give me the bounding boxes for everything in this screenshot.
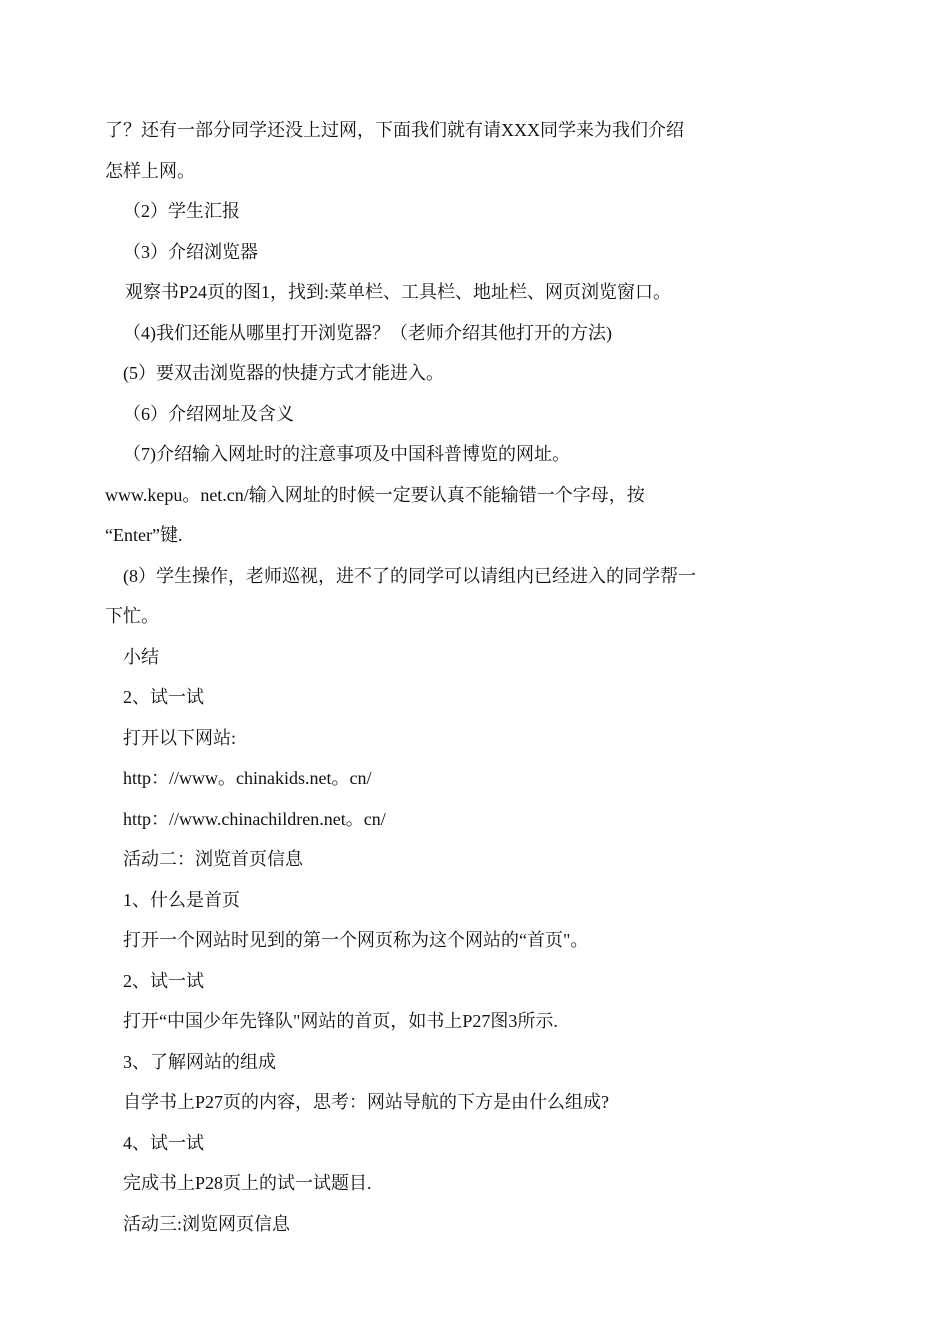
text-line: （3）介绍浏览器	[123, 241, 258, 262]
text-line: (5）要双击浏览器的快捷方式才能进入。	[123, 363, 444, 383]
text-line: 打开一个网站时见到的第一个网页称为这个网站的“首页"。	[123, 930, 589, 950]
text-line: 活动二：浏览首页信息	[123, 849, 303, 869]
text-line: 打开“中国少年先锋队"网站的首页，如书上P27图3所示.	[123, 1011, 558, 1031]
text-line: http：//www.chinachildren.net。cn/	[123, 808, 386, 829]
text-line: (8）学生操作，老师巡视，进不了的同学可以请组内已经进入的同学帮一	[123, 565, 696, 586]
text-line: www.kepu。net.cn/输入网址的时候一定要认真不能输错一个字母，按	[105, 484, 645, 505]
text-line: （2）学生汇报	[123, 201, 240, 221]
text-line: 下忙。	[105, 606, 159, 626]
text-line: 3、了解网站的组成	[123, 1051, 276, 1072]
text-line: “Enter”键.	[105, 525, 183, 545]
text-line: （7)介绍输入网址时的注意事项及中国科普博览的网址。	[123, 444, 570, 464]
text-line: （6）介绍网址及含义	[123, 403, 294, 424]
text-line: 打开以下网站:	[123, 727, 237, 748]
text-line: 2、试一试	[123, 687, 204, 707]
text-line: 4、试一试	[123, 1132, 204, 1153]
text-line: 2、试一试	[123, 970, 204, 991]
text-line: 活动三:浏览网页信息	[123, 1213, 291, 1234]
text-line: 1、什么是首页	[123, 889, 240, 910]
text-line: 完成书上P28页上的试一试题目.	[123, 1173, 372, 1193]
text-line: 了？还有一部分同学还没上过网，下面我们就有请XXX同学来为我们介绍	[105, 120, 684, 140]
text-line: （4)我们还能从哪里打开浏览器？（老师介绍其他打开的方法)	[123, 322, 612, 343]
text-line: 自学书上P27页的内容，思考：网站导航的下方是由什么组成?	[123, 1092, 609, 1112]
text-line: 观察书P24页的图1，找到:菜单栏、工具栏、地址栏、网页浏览窗口。	[125, 282, 672, 302]
text-line: 怎样上网。	[105, 160, 195, 181]
text-line: 小结	[123, 646, 159, 667]
text-line: http：//www。chinakids.net。cn/	[123, 768, 372, 788]
document-body	[105, 110, 765, 1244]
